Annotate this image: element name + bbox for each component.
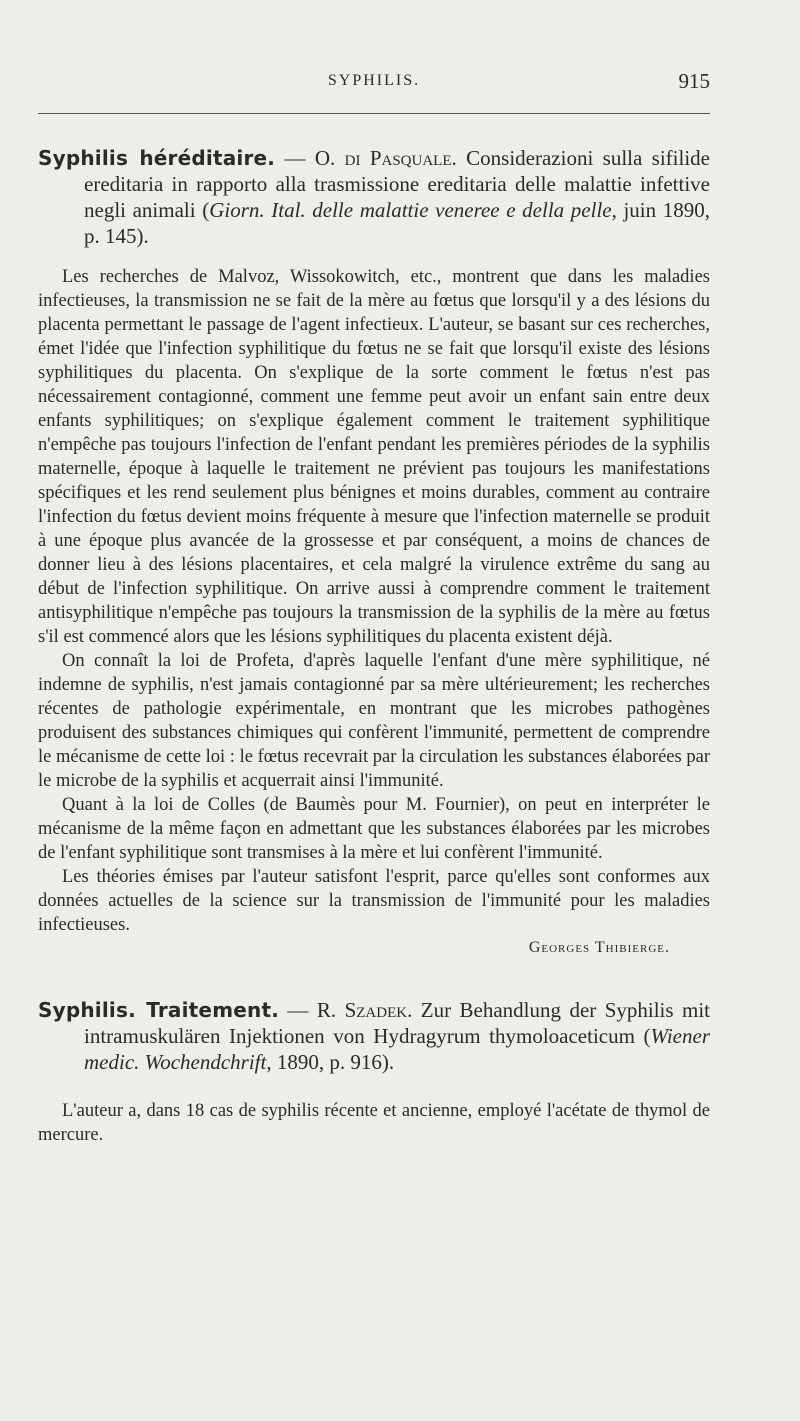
article-1-citation: , juin 1890, p. 145). [84, 198, 711, 248]
article-2-journal: Wiener medic. Wochendchrift [84, 1024, 710, 1074]
article-1-paragraph: Les recherches de Malvoz, Wissokowitch, etc., montrent que dans les maladies infectieuses, la transmission ne se fait de la mère au fœtus que lorsqu'il y a des lésions du placenta permettant le passage de l'agent infectieux. L'auteur, se basant sur ces recherches, émet l'idée que l'infection syphilitique du fœtus ne se fait que lorsqu'il existe des lésions syphilitiques du placenta. On s'explique de la sorte comment le fœtus n'est pas nécessairement contagionné, comment une femme peut avoir un enfant sain entre deux enfants syphilitiques; on s'explique également comment le traitement syphilitique n'empêche pas toujours l'infection de l'enfant pendant les premières périodes de la syphilis maternelle, époque à laquelle le traitement ne prévient pas toujours les manifestations spécifiques et les rend seulement plus bénignes et moins durables, comment au contraire l'infection du fœtus devient moins fréquente à mesure que l'infection maternelle se produit à une époque plus avancée de la grossesse et par conséquent, a moins de chances de donner lieu à des lésions placentaires, et cela malgré la virulence extrême du sang au début de l'infection syphilitique. On arrive aussi à comprendre comment le traitement antisyphilitique n'empêche pas toujours la transmission de la syphilis de la mère au fœtus s'il est commencé alors que les lésions syphilitiques du placenta existent déjà. [38, 267, 710, 647]
article-1-signature: Georges Thibierge. [528, 939, 670, 956]
article-2-citation: , 1890, p. 916). [266, 1050, 395, 1074]
article-2-paragraph: L'auteur a, dans 18 cas de syphilis récente et ancienne, employé l'acétate de thymol de mercure. [38, 1101, 710, 1145]
article-1-keyword: Syphilis héréditaire. [38, 146, 276, 170]
article-1-body [38, 265, 710, 937]
article-1-paragraph: Quant à la loi de Colles (de Baumès pour M. Fournier), on peut en interpréter le mécanisme de la même façon en admettant que les substances élaborées par les microbes de l'enfant syphilitique sont transmises à la mère et lui confèrent l'immunité. [38, 795, 710, 863]
article-1-heading [38, 145, 710, 249]
page-number: 915 [678, 69, 710, 93]
page-content [38, 145, 710, 1147]
article-1-paragraph: Les théories émises par l'auteur satisfont l'esprit, parce qu'elles sont conformes aux données actuelles de la science sur la transmission de l'immunité pour les maladies infectieuses. [38, 867, 710, 935]
article-2-keyword: Syphilis. Traitement. [38, 998, 279, 1022]
article-1-journal: Giorn. Ital. delle malattie veneree e della pelle [209, 198, 612, 222]
running-head [38, 69, 710, 102]
article-1-title: Considerazioni sulla sifilide ereditaria in rapporto alla trasmissione ereditaria delle malattie infettive negli animali ( [84, 146, 711, 222]
article-2-title: Zur Behandlung der Syphilis mit intramuskulären Injektionen von Hydragyrum thymoloaceticum ( [84, 998, 710, 1048]
running-head-title: SYPHILIS. [327, 72, 421, 89]
article-2-dash: — [279, 998, 317, 1022]
article-2-author: R. Szadek. [316, 998, 413, 1022]
article-1-dash: — [275, 146, 315, 170]
article-2-body [38, 1099, 710, 1147]
article-2-heading [38, 997, 710, 1075]
article-1-author: O. di Pasquale. [314, 146, 457, 170]
header-rule [38, 113, 710, 114]
article-1-paragraph: On connaît la loi de Profeta, d'après laquelle l'enfant d'une mère syphilitique, né indemne de syphilis, n'est jamais contagionné par sa mère ultérieurement; les recherches récentes de pathologie expérimentale, en montrant que les microbes pathogènes produisent des substances chimiques qui confèrent l'immunité, permettent de comprendre le mécanisme de cette loi : le fœtus recevrait par la circulation les substances élaborées par le microbe de la syphilis et acquerrait ainsi l'immunité. [38, 651, 710, 791]
